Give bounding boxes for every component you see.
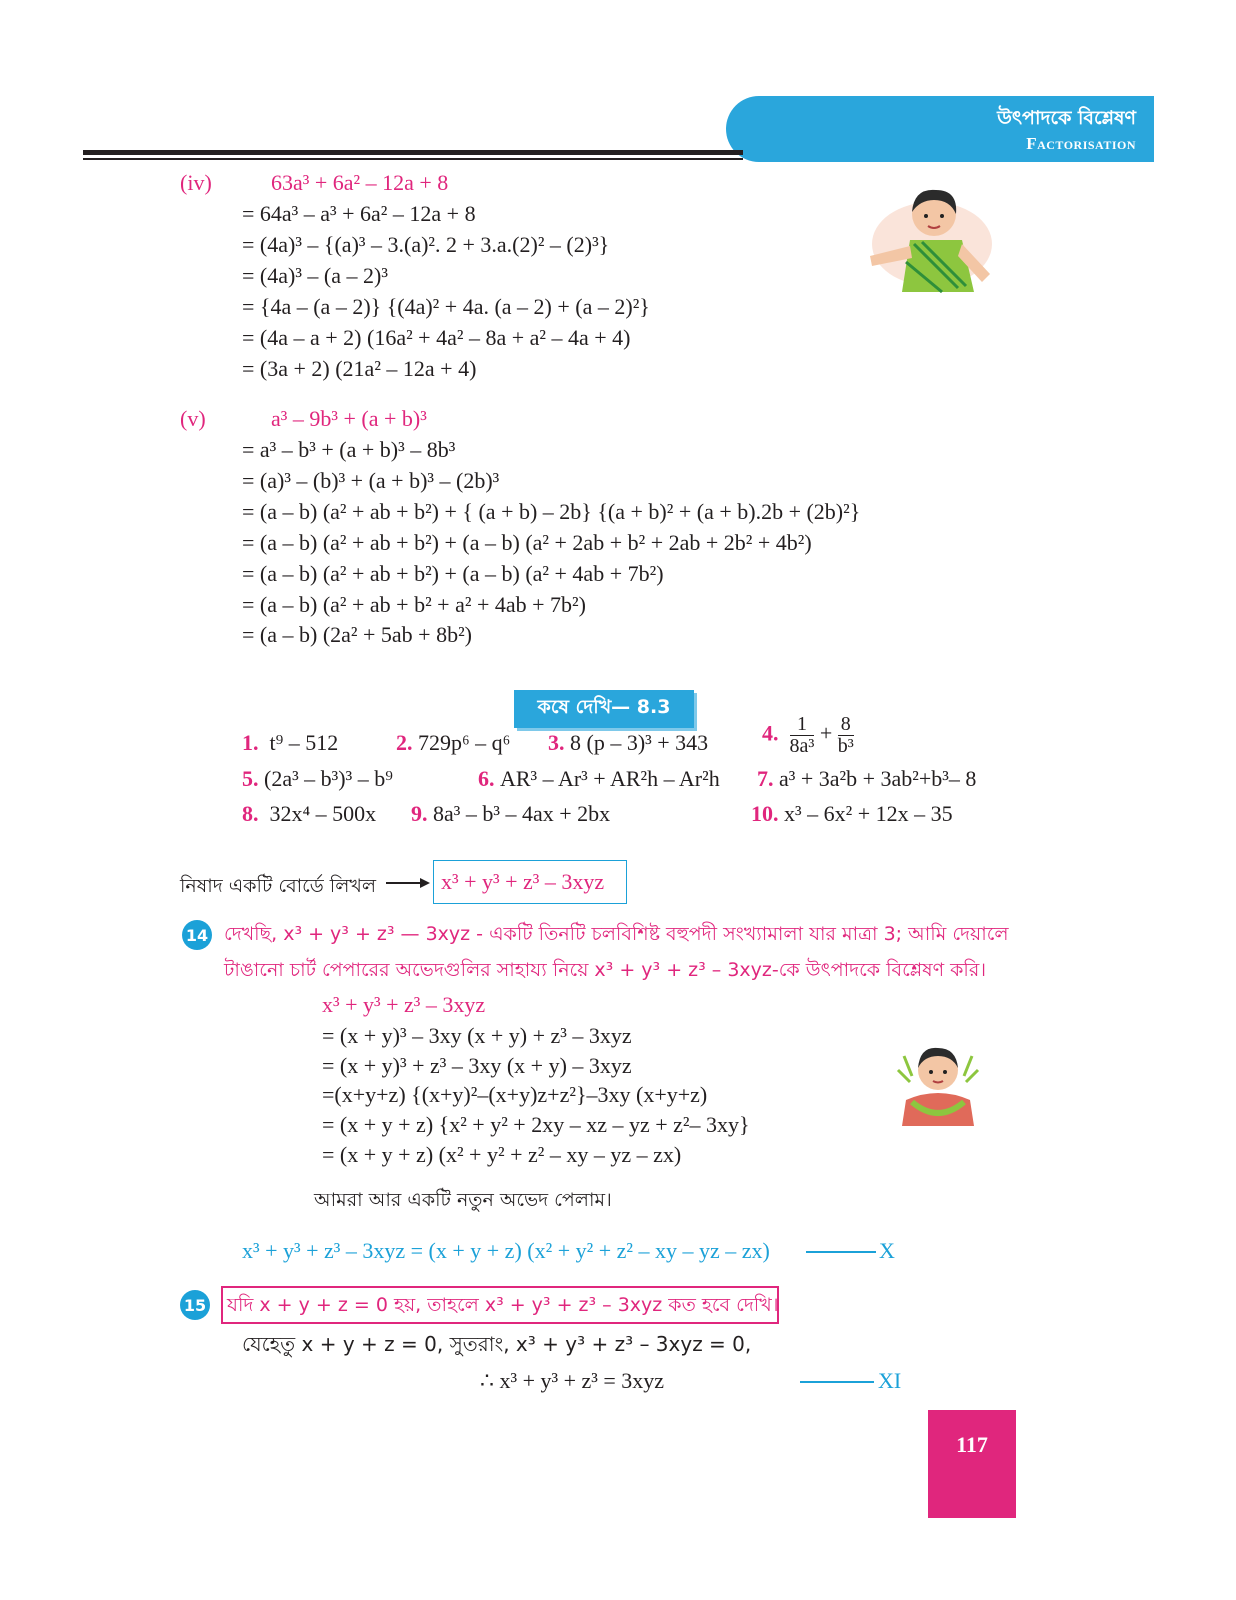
part-iv-step: = {4a – (a – 2)} {(4a)² + 4a. (a – 2) + (a – 2)²}	[242, 294, 650, 319]
identity-x-leader	[806, 1251, 876, 1253]
q14-step: =(x+y+z) {(x+y)²–(x+y)z+z²}–3xy (x+y+z)	[322, 1082, 708, 1107]
board-expression: x³ + y³ + z³ – 3xyz	[441, 869, 605, 894]
girl-thinking-illustration	[890, 1036, 986, 1132]
part-iv-step: = (3a + 2) (21a² – 12a + 4)	[242, 356, 477, 381]
part-iv-step: = (4a)³ – (a – 2)³	[242, 263, 388, 288]
fraction-1: $\frac{1}{\text{8a³}}$	[789, 713, 815, 757]
part-v-step: = (a – b) (2a² + 5ab + 8b²)	[242, 622, 473, 647]
part-v-step: = (a – b) (a² + ab + b²) + (a – b) (a² + 4ab + 7b²)	[242, 561, 664, 586]
page-number: 117	[928, 1410, 1016, 1518]
q14-step: = (x + y + z) {x² + y² + 2xy – xz – yz + z²– 3xy}	[322, 1112, 750, 1137]
exercise-item-9: 9. 8a³ – b³ – 4ax + 2bx	[411, 801, 611, 826]
exercise-item-4: 4. $\frac{1}{\text{8a³}}$ + $\frac{8}{\text{b³}}$	[762, 713, 854, 757]
exercise-item-1: 1. t⁹ – 512	[242, 730, 339, 755]
exercise-item-2: 2. 729p⁶ – q⁶	[396, 730, 511, 755]
part-v-step: = a³ – b³ + (a + b)³ – 8b³	[242, 437, 456, 462]
q14-text-line2: টাঙানো চার্ট পেপারের অভেদগুলির সাহায্য নিয়ে x³ + y³ + z³ – 3xyz-কে উৎপাদকে বিশ্লেষণ করি।	[224, 959, 987, 981]
identity-xi-tag: XI	[878, 1368, 902, 1393]
q15-line2: ∴ x³ + y³ + z³ = 3xyz	[480, 1368, 665, 1393]
arrow-right-icon	[384, 876, 432, 890]
exercise-item-10: 10. x³ – 6x² + 12x – 35	[751, 801, 953, 826]
chapter-title-english: Factorisation	[1026, 134, 1136, 153]
part-iv-step: = 64a³ – a³ + 6a² – 12a + 8	[242, 201, 476, 226]
question-15-badge: 15	[180, 1290, 210, 1320]
chapter-title-bengali: উৎপাদকে বিশ্লেষণ	[997, 107, 1136, 129]
board-text: নিষাদ একটি বোর্ডে লিখল	[180, 875, 377, 897]
part-iv-problem: 63a³ + 6a² – 12a + 8	[271, 170, 449, 195]
question-14-badge: 14	[182, 920, 212, 950]
q14-conclusion: আমরা আর একটি নতুন অভেদ পেলাম।	[314, 1189, 612, 1211]
part-v-label: (v)	[180, 406, 206, 431]
part-v-step: = (a – b) (a² + ab + b² + a² + 4ab + 7b²)	[242, 592, 586, 617]
part-v-step: = (a)³ – (b)³ + (a + b)³ – (2b)³	[242, 468, 500, 493]
exercise-item-6: 6. AR³ – Ar³ + AR²h – Ar²h	[478, 766, 720, 791]
exercise-item-7: 7. a³ + 3a²b + 3ab²+b³– 8	[757, 766, 977, 791]
part-iv-step: = (4a – a + 2) (16a² + 4a² – 8a + a² – 4a + 4)	[242, 325, 631, 350]
header-rule	[83, 150, 743, 155]
part-iv-step: = (4a)³ – {(a)³ – 3.(a)². 2 + 3.a.(2)² – (2)³}	[242, 232, 610, 257]
exercise-item-5: 5. (2a³ – b³)³ – b⁹	[242, 766, 393, 791]
part-v-step: = (a – b) (a² + ab + b²) + { (a + b) – 2b} {(a + b)² + (a + b).2b + (2b)²}	[242, 499, 861, 524]
part-iv-label: (iv)	[180, 170, 212, 195]
q14-expression: x³ + y³ + z³ – 3xyz	[322, 992, 486, 1017]
q14-text-line1: দেখছি, x³ + y³ + z³ — 3xyz - একটি তিনটি চলবিশিষ্ট বহুপদী সংখ্যামালা যার মাত্রা 3; আমি দেয়ালে	[224, 923, 1009, 945]
identity-xi-leader	[800, 1381, 874, 1383]
q14-step: = (x + y + z) (x² + y² + z² – xy – yz – zx)	[322, 1142, 682, 1167]
header-rule-thin	[83, 158, 743, 160]
part-v-step: = (a – b) (a² + ab + b²) + (a – b) (a² + 2ab + b² + 2ab + 2b² + 4b²)	[242, 530, 812, 555]
part-v-problem: a³ – 9b³ + (a + b)³	[271, 406, 427, 431]
q15-question: যদি x + y + z = 0 হয়, তাহলে x³ + y³ + z³ – 3xyz কত হবে দেখি।	[227, 1294, 779, 1316]
identity-x-tag: X	[879, 1238, 895, 1263]
exercise-item-3: 3. 8 (p – 3)³ + 343	[548, 730, 709, 755]
q14-step: = (x + y)³ – 3xy (x + y) + z³ – 3xyz	[322, 1023, 632, 1048]
identity-x: x³ + y³ + z³ – 3xyz = (x + y + z) (x² + y² + z² – xy – yz – zx)	[242, 1238, 770, 1263]
exercise-item-8: 8. 32x⁴ – 500x	[242, 801, 377, 826]
girl-illustration	[862, 182, 1002, 300]
exercise-title-badge: কষে দেখি— 8.3	[514, 690, 694, 728]
q14-step: = (x + y)³ + z³ – 3xy (x + y) – 3xyz	[322, 1053, 632, 1078]
fraction-2: $\frac{8}{\text{b³}}$	[837, 713, 854, 757]
q15-line1: যেহেতু x + y + z = 0, সুতরাং, x³ + y³ + z³ – 3xyz = 0,	[242, 1332, 752, 1356]
